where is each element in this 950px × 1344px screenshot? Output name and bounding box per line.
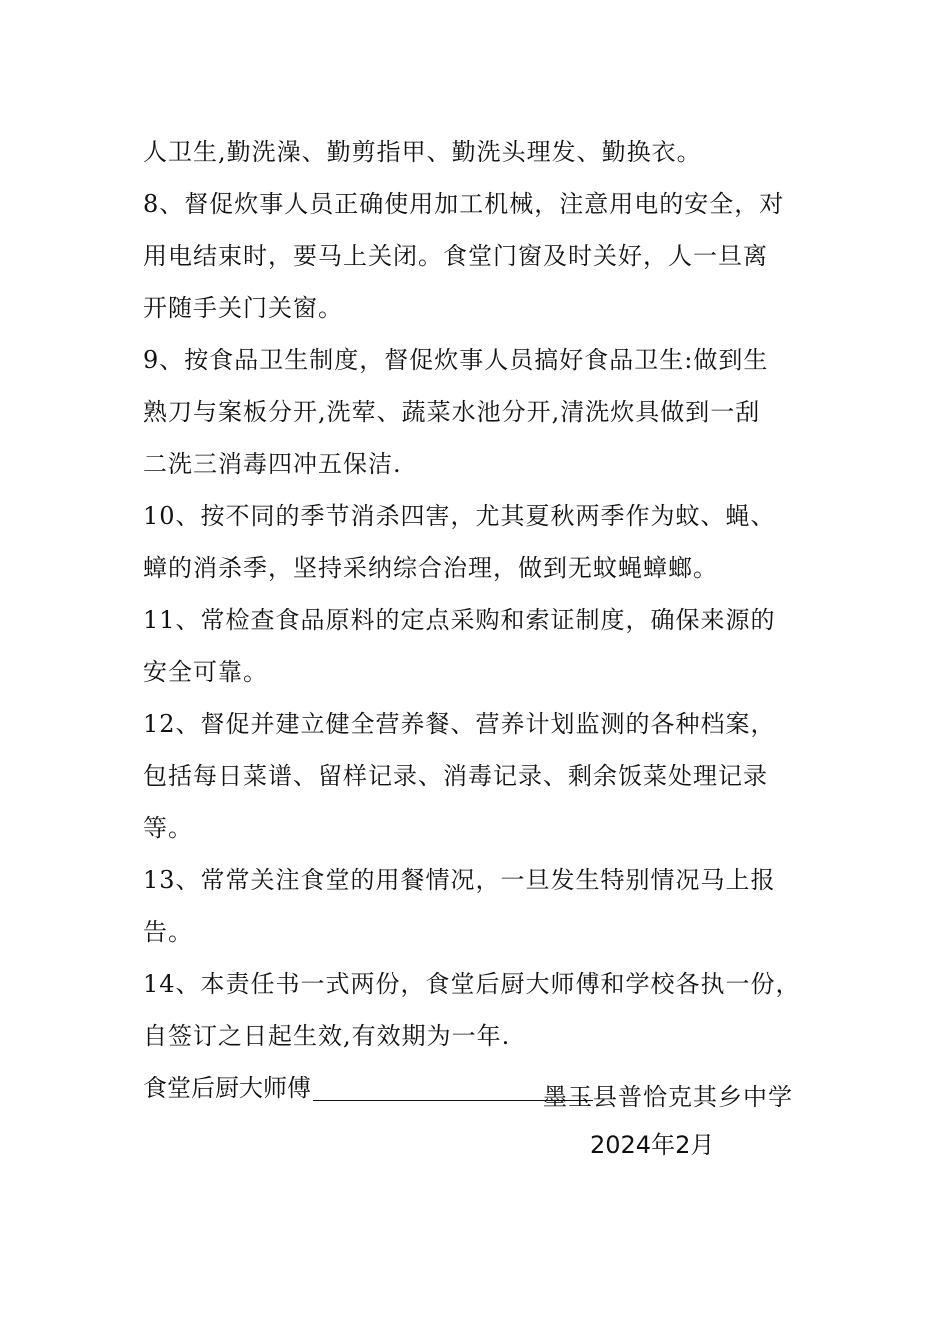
text-line: 10、按不同的季节消杀四害，尤其夏秋两季作为蚊、蝇、 [143,502,776,530]
text-line: 13、常常关注食堂的用餐情况，一旦发生特别情况马上报 [143,866,776,894]
text-line: 12、督促并建立健全营养餐、营养计划监测的各种档案， [143,710,776,738]
text-line: 人卫生,勤洗澡、勤剪指甲、勤洗头理发、勤换衣。 [143,138,702,166]
document-body [143,126,808,1114]
signature-label: 食堂后厨大师傅 [143,1074,311,1102]
text-line: 二洗三消毒四冲五保洁. [143,450,402,478]
text-line: 包括每日菜谱、留样记录、消毒记录、剩余饭菜处理记录 [143,762,768,790]
text-line: 蟑的消杀季，坚持采纳综合治理，做到无蚊蝇蟑螂。 [143,554,718,582]
text-line: 8、督促炊事人员正确使用加工机械，注意用电的安全，对 [143,190,785,218]
text-line: 安全可靠。 [143,658,268,686]
text-line: 熟刀与案板分开,洗荤、蔬菜水池分开,清洗炊具做到一刮 [143,398,761,426]
text-line: 告。 [143,918,193,946]
text-line: 9、按食品卫生制度，督促炊事人员搞好食品卫生:做到生 [143,346,769,374]
text-line: 等。 [143,814,193,842]
text-line: 用电结束时，要马上关闭。食堂门窗及时关好，人一旦离 [143,242,768,270]
school-name: 墨玉县普恰克其乡中学 [543,1083,793,1111]
text-line: 自签订之日起生效,有效期为一年. [143,1022,511,1050]
document-date: 2024年2月 [590,1131,715,1159]
text-line: 14、本责任书一式两份，食堂后厨大师傅和学校各执一份， [143,970,801,998]
text-line: 开随手关门关窗。 [143,294,343,322]
text-line: 11、常检查食品原料的定点采购和索证制度，确保来源的 [143,606,776,634]
